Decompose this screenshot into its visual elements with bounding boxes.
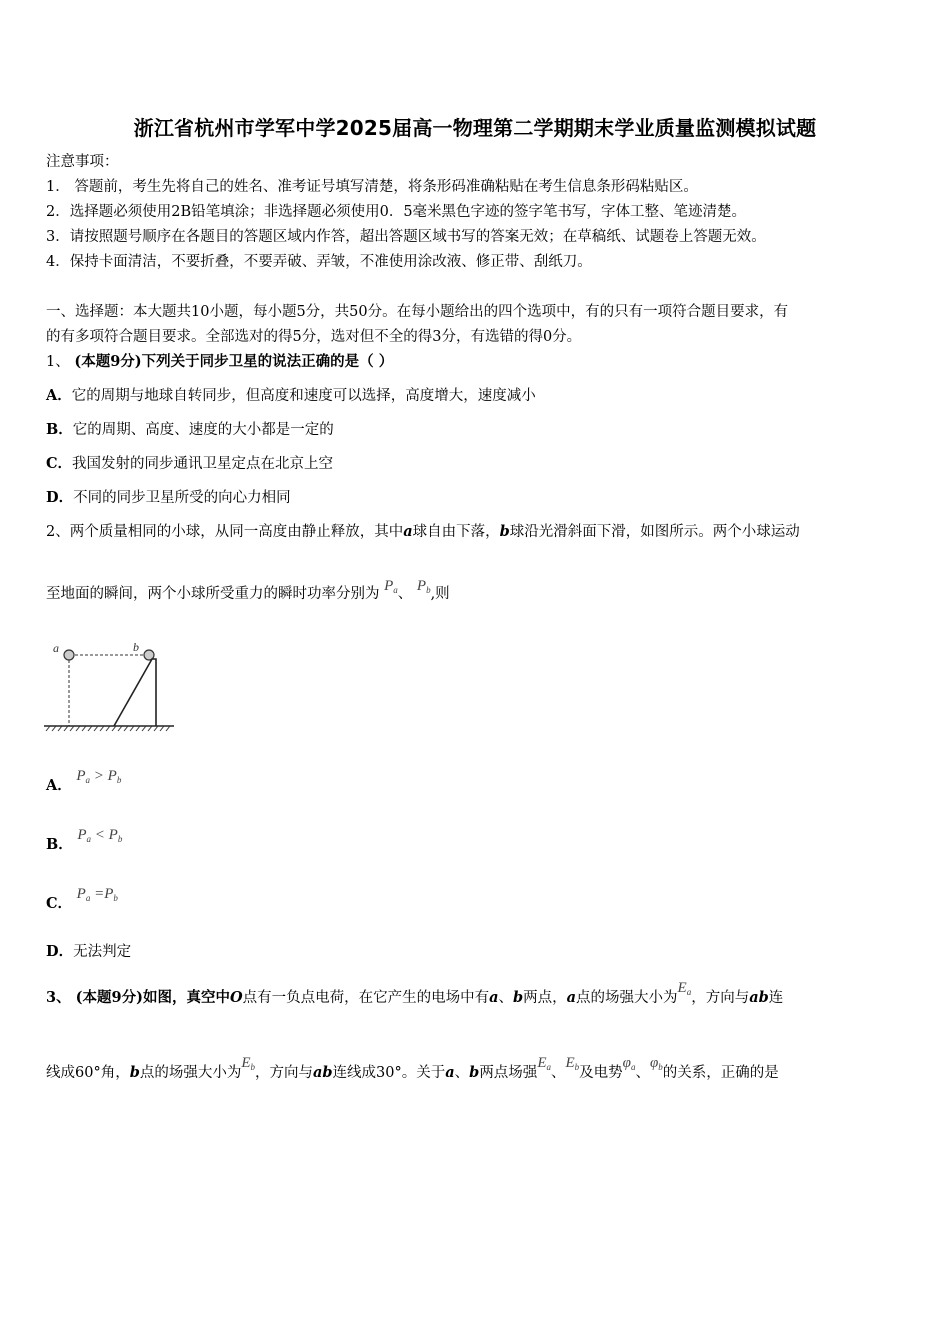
sub-b: b (113, 893, 118, 903)
q3-text-part: 的关系，正确的是 (662, 1065, 779, 1081)
q3-text-part: 两点， (523, 990, 567, 1006)
q3-text-part: 线成60°角， (46, 1065, 130, 1081)
q2-ball-b: b (499, 523, 510, 540)
sym-p: P (107, 768, 117, 784)
q3-line-ab: ab (749, 989, 769, 1006)
sub-b: b (116, 775, 122, 785)
q3-field-eb (241, 1055, 255, 1071)
notice-item-1: 1． 答题前，考生先将自己的姓名、准考证号填写清楚，将条形码准确粘贴在考生信息条形码粘贴区。 (46, 179, 698, 195)
q1-number: 1、 (46, 354, 70, 370)
q3-point-a: a (566, 989, 577, 1006)
sym-e: E (565, 1055, 575, 1071)
incline-diagram (44, 638, 178, 734)
q3-point-b: b (469, 1064, 480, 1081)
q3-stem-line1 (46, 980, 784, 1012)
sub-a: a (86, 834, 92, 844)
fig-label-a: a (53, 641, 59, 655)
q3-point-b: b (513, 989, 524, 1006)
q2-figure (44, 638, 178, 734)
fig-label-b: b (133, 640, 139, 654)
q2-text-part: 球沿光滑斜面下滑，如图所示。两个小球运动 (509, 524, 800, 540)
sub-b: b (426, 585, 431, 595)
sym-p: P (416, 578, 427, 594)
sym-phi: φ (649, 1055, 659, 1071)
relation-symbol: > (93, 768, 104, 784)
q2-power-pb (417, 578, 431, 594)
q2-power-pa (384, 578, 398, 594)
q3-stem-line2 (46, 1055, 779, 1087)
option-formula (77, 827, 122, 843)
sym-p: P (76, 886, 86, 902)
q2-option-c[interactable] (46, 886, 118, 918)
q1-option-d[interactable] (46, 488, 291, 508)
sub-a: a (393, 585, 398, 595)
option-formula (76, 768, 121, 784)
sub-a: a (686, 987, 692, 997)
q1-option-a[interactable] (46, 386, 536, 406)
option-label: A． (46, 777, 72, 794)
q1-stem (46, 352, 393, 372)
q3-point-a: a (489, 989, 499, 1006)
sub-a: a (85, 775, 91, 785)
q3-text-part: ，方向与 (255, 1065, 314, 1081)
q3-text-part: 连 (768, 990, 784, 1006)
q2-ball-a: a (403, 523, 413, 540)
relation-symbol: = (94, 886, 105, 902)
option-label: B． (46, 421, 73, 438)
option-text: 不同的同步卫星所受的向心力相同 (73, 490, 291, 506)
fig-ball-a (64, 650, 74, 660)
sym-p: P (108, 827, 118, 843)
sym-p: P (76, 768, 86, 784)
option-formula (77, 886, 118, 902)
option-text: 我国发射的同步通讯卫星定点在北京上空 (72, 456, 334, 472)
option-label: C． (46, 895, 73, 912)
q3-field-ea (537, 1055, 551, 1071)
q1-option-b[interactable] (46, 420, 334, 440)
q3-potential-b (650, 1055, 663, 1071)
option-text: 它的周期、高度、速度的大小都是一定的 (72, 422, 334, 438)
q3-text-part: 3、 (本题9分)如图，真空中 (46, 989, 230, 1006)
page-title: 浙江省杭州市学军中学2025届高一物理第二学期期末学业质量监测模拟试题 (133, 116, 817, 140)
fig-incline (114, 659, 156, 726)
section-instructions-line1: 一、选择题：本大题共10小题，每小题5分，共50分。在每小题给出的四个选项中，有的只有一项符合题目要求，有 (46, 304, 789, 320)
sym-p: P (104, 886, 114, 902)
q3-text-part: 点的场强大小为 (576, 990, 678, 1006)
sym-e: E (537, 1055, 547, 1071)
q3-text-part: ，方向与 (691, 990, 750, 1006)
q3-sep: 、 (550, 1065, 566, 1081)
sub-a: a (630, 1062, 636, 1072)
notice-item-2: 2．选择题必须使用2B铅笔填涂；非选择题必须使用0．5毫米黑色字迹的签字笔书写，字体工整、笔迹清楚。 (46, 204, 747, 220)
q3-sep: 、 (454, 1065, 470, 1081)
q3-text-part: 点的场强大小为 (139, 1065, 242, 1081)
q2-text-part: ,则 (430, 586, 450, 602)
notice-heading: 注意事项： (46, 154, 119, 170)
notice-item-4: 4．保持卡面清洁，不要折叠，不要弄破、弄皱，不准使用涂改液、修正带、刮纸刀。 (46, 254, 592, 270)
q2-text-part: 2、两个质量相同的小球，从同一高度由静止释放，其中 (46, 524, 404, 540)
option-label: C． (46, 455, 73, 472)
q2-stem-line2 (46, 578, 450, 608)
q2-option-d[interactable] (46, 942, 131, 962)
section-instructions-line2: 的有多项符合题目要求。全部选对的得5分，选对但不全的得3分，有选错的得0分。 (46, 329, 582, 345)
q3-text-part: 及电势 (579, 1065, 623, 1081)
q2-sep: 、 (397, 586, 413, 602)
q2-stem-line1 (46, 522, 800, 542)
q2-text-part: 球自由下落， (412, 524, 500, 540)
q3-text-part: 点有一负点电荷，在它产生的电场中有 (242, 990, 490, 1006)
q3-point-a: a (445, 1064, 455, 1081)
sym-p: P (384, 578, 394, 594)
q1-text: (本题9分)下列关于同步卫星的说法正确的是（ ） (74, 353, 394, 370)
option-label: D． (46, 943, 74, 960)
sub-a: a (546, 1062, 551, 1072)
sub-a: a (85, 893, 91, 903)
option-label: D． (46, 489, 74, 506)
option-text: 它的周期与地球自转同步，但高度和速度可以选择，高度增大，速度减小 (71, 388, 536, 404)
sub-b: b (250, 1062, 256, 1072)
q3-sep: 、 (498, 990, 513, 1006)
sub-b: b (117, 834, 123, 844)
option-label: A． (46, 387, 72, 404)
notice-item-3: 3．请按照题号顺序在各题目的答题区域内作答，超出答题区域书写的答案无效；在草稿纸、试题卷上答题无效。 (46, 229, 766, 245)
sym-p: P (77, 827, 87, 843)
q3-text-part: 两点场强 (479, 1065, 538, 1081)
q2-option-b[interactable] (46, 827, 123, 859)
q3-point-o: O (229, 989, 243, 1006)
q1-option-c[interactable] (46, 454, 333, 474)
relation-symbol: < (94, 827, 105, 843)
sym-e: E (677, 980, 687, 996)
q3-line-ab: ab (313, 1064, 333, 1081)
sym-phi: φ (622, 1055, 631, 1071)
sym-e: E (241, 1055, 251, 1071)
q2-text-part: 至地面的瞬间，两个小球所受重力的瞬时功率分别为 (46, 586, 380, 602)
q3-potential-a (623, 1055, 636, 1071)
q3-sep: 、 (635, 1065, 650, 1081)
q3-text-part: 连线成30°。关于 (332, 1065, 446, 1081)
sub-b: b (658, 1062, 663, 1072)
q2-option-a[interactable] (46, 768, 122, 800)
option-text: 无法判定 (73, 944, 132, 960)
sub-b: b (574, 1062, 580, 1072)
option-label: B． (46, 836, 73, 853)
q3-field-eb (565, 1055, 579, 1071)
q3-point-b: b (129, 1064, 140, 1081)
q3-field-ea (678, 980, 692, 996)
